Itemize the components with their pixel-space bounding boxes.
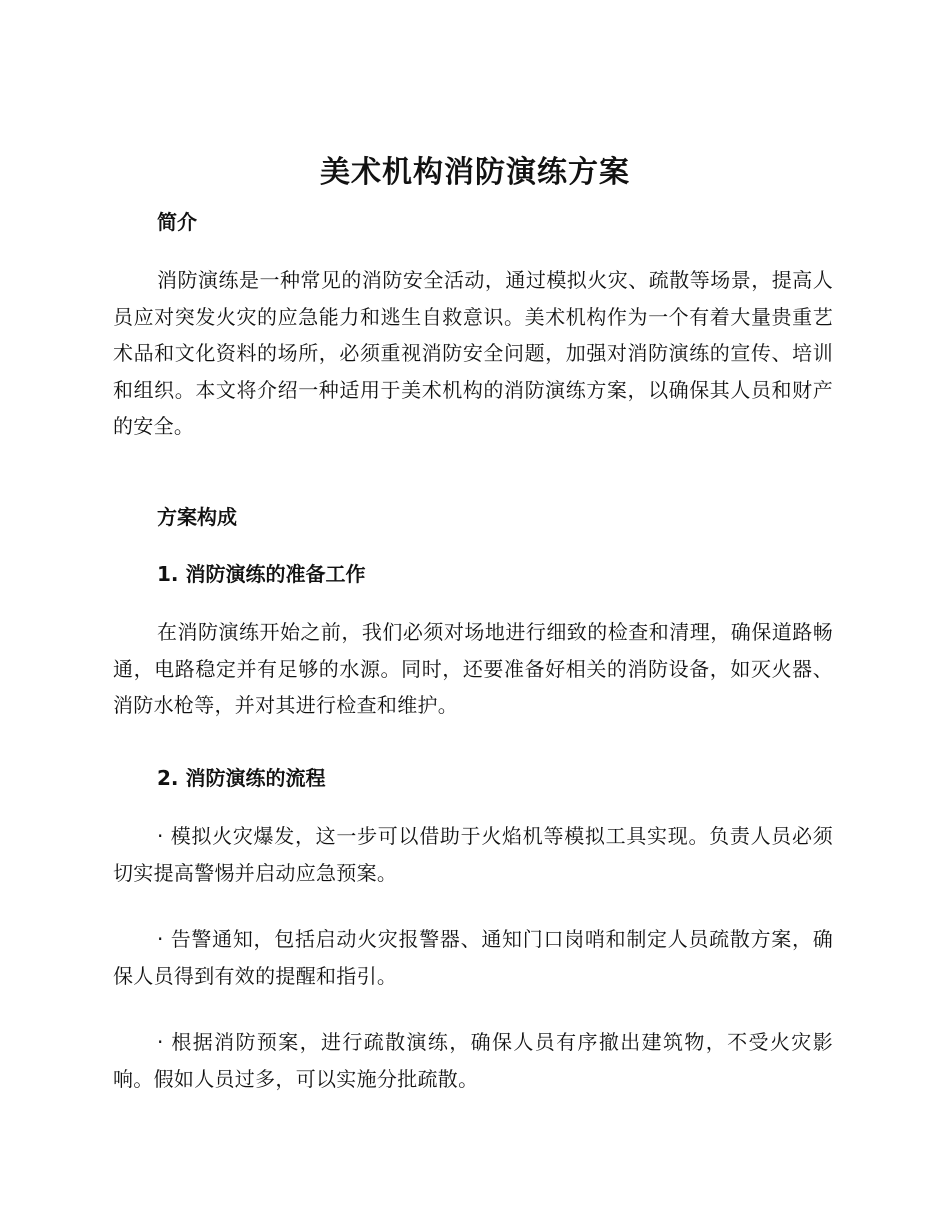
flow-list-item: · 告警通知，包括启动火灾报警器、通知门口岗哨和制定人员疏散方案，确保人员得到有效的提醒和指引。 — [113, 927, 833, 988]
document-title: 美术机构消防演练方案 — [320, 155, 630, 190]
flow-list-item: · 根据消防预案，进行疏散演练，确保人员有序撤出建筑物，不受火灾影响。假如人员过多，可以实施分批疏散。 — [113, 1030, 833, 1091]
flow-list-item: · 模拟火灾爆发，这一步可以借助于火焰机等模拟工具实现。负责人员必须切实提高警惕并启动应急预案。 — [113, 824, 833, 885]
section-heading-plan: 方案构成 — [157, 505, 237, 529]
intro-paragraph: 消防演练是一种常见的消防安全活动，通过模拟火灾、疏散等场景，提高人员应对突发火灾的应急能力和逃生自救意识。美术机构作为一个有着大量贵重艺术品和文化资料的场所，必须重视消防安全问题，加强对消防演练的宣传、培训和组织。本文将介绍一种适用于美术机构的消防演练方案，以确保其人员和财产的安全。 — [113, 268, 833, 438]
section-heading-flow: 2. 消防演练的流程 — [157, 766, 326, 790]
section-heading-preparation: 1. 消防演练的准备工作 — [157, 562, 366, 586]
preparation-paragraph: 在消防演练开始之前，我们必须对场地进行细致的检查和清理，确保道路畅通，电路稳定并有足够的水源。同时，还要准备好相关的消防设备，如灭火器、消防水枪等，并对其进行检查和维护。 — [113, 620, 833, 717]
section-heading-intro: 简介 — [157, 210, 197, 234]
